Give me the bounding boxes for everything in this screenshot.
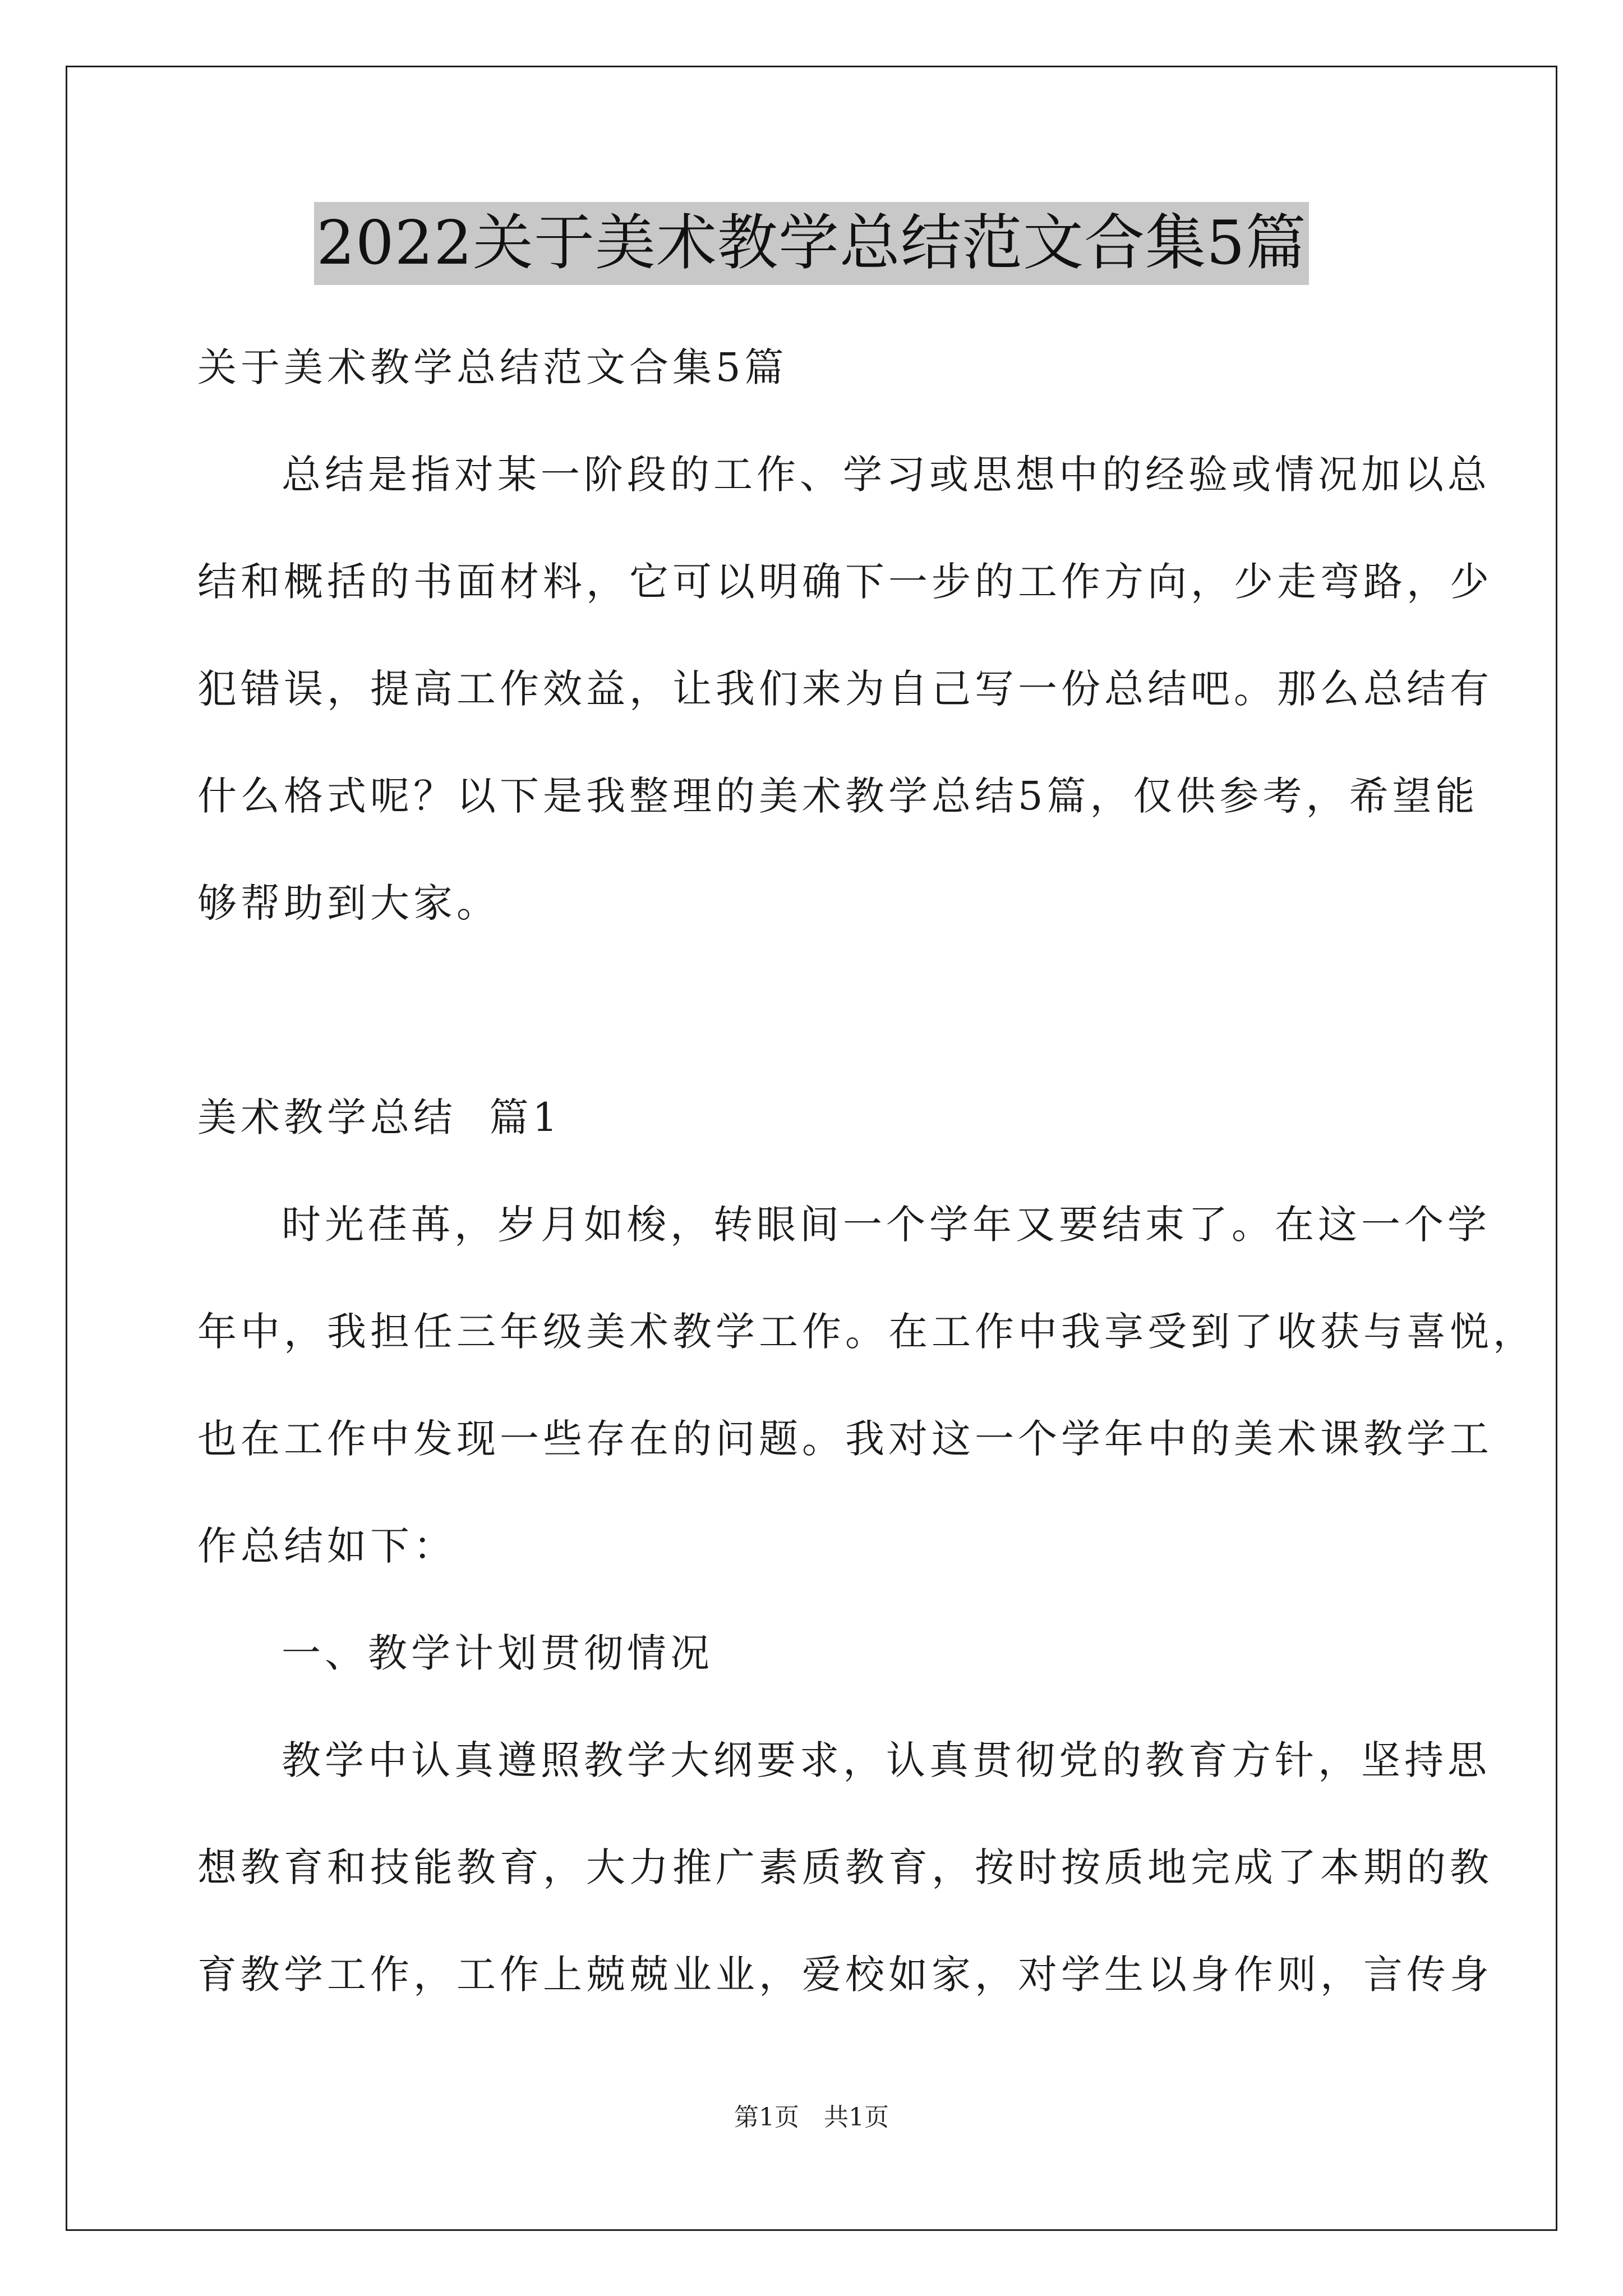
subheading: 一、教学计划贯彻情况: [282, 1630, 713, 1676]
body-line: 育教学工作，工作上兢兢业业，爱校如家，对学生以身作则，言传身: [197, 1952, 1493, 1998]
document-title: 2022关于美术教学总结范文合集5篇: [314, 202, 1309, 285]
intro-line: 犯错误，提高工作效益，让我们来为自己写一份总结吧。那么总结有: [197, 666, 1493, 712]
section-heading: 美术教学总结 篇1: [197, 1094, 562, 1140]
page-number: 第1页: [734, 2103, 799, 2132]
intro-line: 总结是指对某一阶段的工作、学习或思想中的经验或情况加以总: [282, 452, 1491, 498]
section-line: 时光荏苒，岁月如梭，转眼间一个学年又要结束了。在这一个学: [282, 1202, 1491, 1248]
page-total: 共1页: [824, 2103, 889, 2132]
document-body: [197, 314, 1536, 2028]
section-line: 也在工作中发现一些存在的问题。我对这一个学年中的美术课教学工: [197, 1416, 1493, 1462]
section-line: 作总结如下：: [197, 1523, 457, 1569]
body-line: 想教育和技能教育，大力推广素质教育，按时按质地完成了本期的教: [197, 1844, 1493, 1890]
intro-line: 结和概括的书面材料，它可以明确下一步的工作方向，少走弯路，少: [197, 559, 1493, 605]
document-subtitle: 关于美术教学总结范文合集5篇: [197, 344, 788, 390]
section-line: 年中，我担任三年级美术教学工作。在工作中我享受到了收获与喜悦，: [197, 1309, 1536, 1355]
intro-line: 够帮助到大家。: [197, 880, 500, 926]
page-footer: [0, 2101, 1623, 2134]
intro-line: 什么格式呢？以下是我整理的美术教学总结5篇，仅供参考，希望能: [197, 773, 1479, 819]
blank-line: [197, 957, 1431, 1064]
body-line: 教学中认真遵照教学大纲要求，认真贯彻党的教育方针，坚持思: [282, 1737, 1491, 1783]
title-container: [0, 202, 1623, 285]
